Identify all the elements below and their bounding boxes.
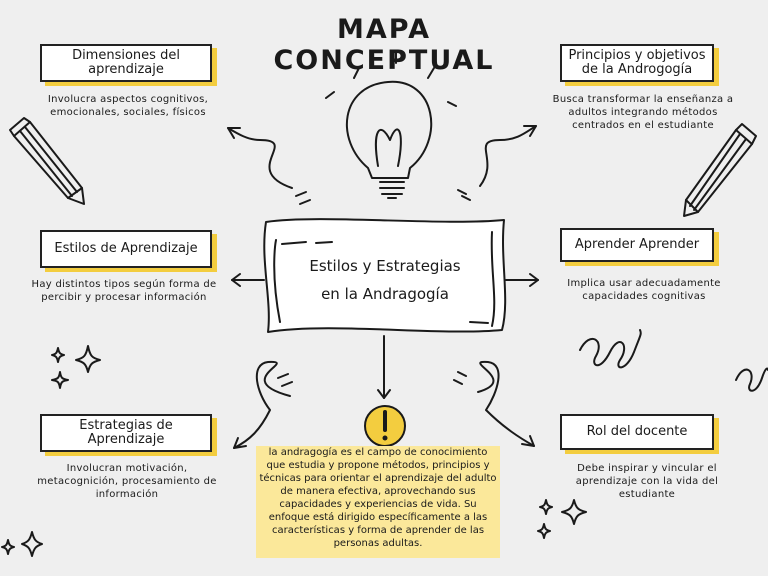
exclamation-icon <box>365 406 405 446</box>
sparkle-icon <box>2 540 14 554</box>
pencil-icon <box>684 124 756 216</box>
sparkle-icon <box>52 372 68 388</box>
definition-note: la andragogía es el campo de conocimiento que estudia y propone métodos, principios y técnicas para orientar el aprendizaje del adulto de manera efectiva, aprovechando sus capacidades y experiencias de vida. Su enfoque está dirigido específicamente a las características y forma de aprender de las personas adultas. <box>256 446 500 558</box>
sparkle-icon <box>538 524 550 538</box>
sparkle-icon <box>562 500 586 524</box>
sparkle-icon <box>540 500 552 514</box>
pencil-icon <box>10 118 84 204</box>
node-principios-title: Principios y objetivos de la Androgogía <box>560 44 714 82</box>
node-rol-title: Rol del docente <box>560 414 714 450</box>
sparkle-icon <box>52 348 64 362</box>
node-principios-desc: Busca transformar la enseñanza a adultos integrando métodos centrados en el estudiante <box>552 94 734 131</box>
node-estrategias-desc: Involucran motivación, metacognición, procesamiento de información <box>37 463 217 500</box>
node-dimensiones-desc: Involucra aspectos cognitivos, emocionales, sociales, físicos <box>47 94 209 118</box>
page-title: MAPA CONCEPTUAL <box>273 14 495 76</box>
node-estilos-title: Estilos de Aprendizaje <box>40 230 212 268</box>
spring-doodle-icon <box>580 330 641 367</box>
center-topic-line1: Estilos y Estrategias <box>309 257 461 275</box>
node-aprender-desc: Implica usar adecuadamente capacidades cognitivas <box>567 278 721 302</box>
node-rol-desc: Debe inspirar y vincular el aprendizaje con la vida del estudiante <box>575 463 719 500</box>
center-topic-line2: en la Andragogía <box>321 285 449 303</box>
center-topic <box>280 252 490 308</box>
node-dimensiones-title: Dimensiones del aprendizaje <box>40 44 212 82</box>
sparkle-icon <box>22 532 42 556</box>
node-estrategias-title: Estrategias de Aprendizaje <box>40 414 212 452</box>
sparkle-icon <box>76 346 100 372</box>
node-estilos-desc: Hay distintos tipos según forma de percibir y procesar información <box>31 279 217 303</box>
node-aprender-title: Aprender Aprender <box>560 228 714 262</box>
spring-doodle-icon <box>736 368 768 390</box>
